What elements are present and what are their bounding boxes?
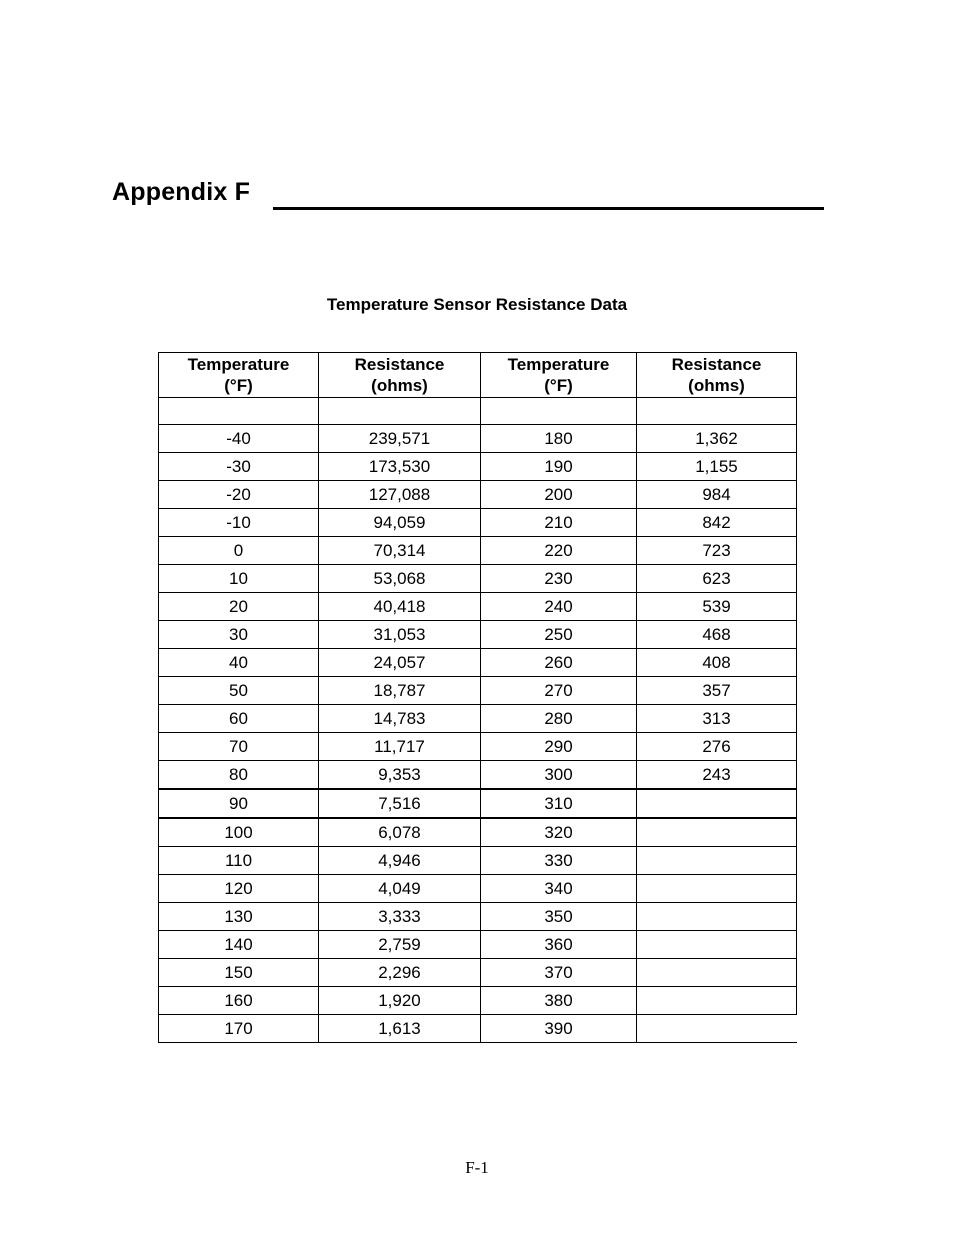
table-cell: 110: [159, 847, 319, 875]
header-temperature-left: Temperature (°F): [159, 353, 319, 398]
table-cell: 170: [159, 1015, 319, 1043]
table-cell: 24,057: [319, 649, 481, 677]
heading-underline: [273, 207, 824, 210]
table-cell: 130: [159, 903, 319, 931]
table-cell: 173,530: [319, 453, 481, 481]
table-cell: 408: [637, 649, 797, 677]
table-cell: 468: [637, 621, 797, 649]
table-row: [159, 425, 797, 453]
table-cell: 290: [481, 733, 637, 761]
table-cell: 4,049: [319, 875, 481, 903]
header-temperature-right: Temperature (°F): [481, 353, 637, 398]
table-cell: 270: [481, 677, 637, 705]
table-row: [159, 705, 797, 733]
table-cell: 357: [637, 677, 797, 705]
table-cell: 3,333: [319, 903, 481, 931]
table-row: [159, 903, 797, 931]
table-cell: 210: [481, 509, 637, 537]
table-cell: 350: [481, 903, 637, 931]
table-cell: 842: [637, 509, 797, 537]
table-cell: 313: [637, 705, 797, 733]
header-row: [159, 353, 797, 398]
table-cell: 539: [637, 593, 797, 621]
table-cell: 260: [481, 649, 637, 677]
table-cell: 18,787: [319, 677, 481, 705]
table-cell: 7,516: [319, 789, 481, 818]
table-row: [159, 537, 797, 565]
table-cell: [637, 931, 797, 959]
table-cell: 180: [481, 425, 637, 453]
table-cell: 10: [159, 565, 319, 593]
table-cell: 127,088: [319, 481, 481, 509]
table-row: [159, 593, 797, 621]
table-cell: [159, 398, 319, 425]
table-cell: 80: [159, 761, 319, 790]
table-row: [159, 847, 797, 875]
header-resistance-right: Resistance (ohms): [637, 353, 797, 398]
table-cell: 1,613: [319, 1015, 481, 1043]
table-cell: 380: [481, 987, 637, 1015]
table-cell: 623: [637, 565, 797, 593]
header-resistance-left: Resistance (ohms): [319, 353, 481, 398]
table-cell: -30: [159, 453, 319, 481]
table-row: [159, 453, 797, 481]
table-row: [159, 509, 797, 537]
table-cell: [637, 875, 797, 903]
table-cell: [637, 987, 797, 1015]
table-cell: 240: [481, 593, 637, 621]
table-cell: 40,418: [319, 593, 481, 621]
table-cell: 190: [481, 453, 637, 481]
table-cell: 11,717: [319, 733, 481, 761]
table-cell: 4,946: [319, 847, 481, 875]
table-cell: 280: [481, 705, 637, 733]
table-cell: 94,059: [319, 509, 481, 537]
table-cell: 340: [481, 875, 637, 903]
table-row: [159, 621, 797, 649]
table-cell: 160: [159, 987, 319, 1015]
table-cell: 70: [159, 733, 319, 761]
table-row: [159, 818, 797, 847]
table-cell: 140: [159, 931, 319, 959]
table-cell: [637, 903, 797, 931]
table-row: [159, 761, 797, 790]
table-row: [159, 789, 797, 818]
table-cell: -20: [159, 481, 319, 509]
table-cell: 310: [481, 789, 637, 818]
table-row: [159, 481, 797, 509]
table-cell: 1,920: [319, 987, 481, 1015]
table-cell: [319, 398, 481, 425]
table-cell: [637, 818, 797, 847]
table-cell: 31,053: [319, 621, 481, 649]
empty-spacer-row: [159, 398, 797, 425]
table-cell: 723: [637, 537, 797, 565]
table-cell: [481, 398, 637, 425]
table-cell: [637, 959, 797, 987]
table-title: Temperature Sensor Resistance Data: [326, 295, 628, 314]
table-cell: 9,353: [319, 761, 481, 790]
resistance-table: [158, 352, 797, 1043]
table-row: [159, 1015, 797, 1043]
appendix-title: Appendix F: [112, 178, 251, 206]
table-cell: 6,078: [319, 818, 481, 847]
table-cell: 14,783: [319, 705, 481, 733]
table-cell: 200: [481, 481, 637, 509]
table-cell: [637, 1015, 797, 1043]
table-cell: 320: [481, 818, 637, 847]
table-row: [159, 987, 797, 1015]
table-cell: 40: [159, 649, 319, 677]
table-cell: 30: [159, 621, 319, 649]
table-row: [159, 677, 797, 705]
table-row: [159, 649, 797, 677]
table-cell: [637, 847, 797, 875]
table-cell: 390: [481, 1015, 637, 1043]
table-row: [159, 959, 797, 987]
table-cell: 50: [159, 677, 319, 705]
table-cell: 1,362: [637, 425, 797, 453]
table-cell: 2,296: [319, 959, 481, 987]
table-cell: 276: [637, 733, 797, 761]
table-cell: 370: [481, 959, 637, 987]
table-cell: 150: [159, 959, 319, 987]
table-cell: 243: [637, 761, 797, 790]
table-cell: 250: [481, 621, 637, 649]
table-cell: 70,314: [319, 537, 481, 565]
table-cell: 360: [481, 931, 637, 959]
table-cell: [637, 789, 797, 818]
table-cell: 53,068: [319, 565, 481, 593]
table-cell: 239,571: [319, 425, 481, 453]
table-cell: 220: [481, 537, 637, 565]
table-cell: 2,759: [319, 931, 481, 959]
page-number: F-1: [465, 1158, 489, 1177]
table-row: [159, 875, 797, 903]
table-row: [159, 733, 797, 761]
table-row: [159, 565, 797, 593]
table-cell: 230: [481, 565, 637, 593]
table-cell: -40: [159, 425, 319, 453]
table-cell: 60: [159, 705, 319, 733]
table-body: [159, 398, 797, 1043]
table-cell: 984: [637, 481, 797, 509]
table-cell: 1,155: [637, 453, 797, 481]
table-cell: 100: [159, 818, 319, 847]
table-cell: 300: [481, 761, 637, 790]
table-cell: 0: [159, 537, 319, 565]
table-cell: 120: [159, 875, 319, 903]
table-cell: 90: [159, 789, 319, 818]
table-cell: -10: [159, 509, 319, 537]
table-row: [159, 931, 797, 959]
table-cell: 20: [159, 593, 319, 621]
table-cell: 330: [481, 847, 637, 875]
table-cell: [637, 398, 797, 425]
